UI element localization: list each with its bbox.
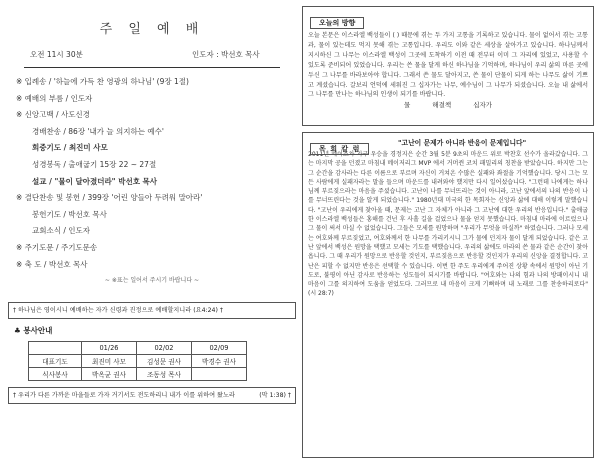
service-leader: 인도자 : 박선호 목사 (192, 50, 260, 59)
bulletin-right-column (302, 6, 594, 460)
service-title: 주 일 예 배 (99, 22, 205, 37)
service-role-cell: 대표기도 (29, 354, 82, 367)
order-item: ※ 예배의 부름 / 인도자 (16, 93, 93, 103)
service-time: 오전 11시 30분 (30, 50, 83, 59)
order-item: 봉헌기도 / 박선호 목사 (32, 209, 107, 219)
table-row (29, 354, 247, 367)
service-guide-title: ♣ 봉사안내 (14, 325, 53, 335)
service-person-cell: 박옥균 권사 (82, 367, 137, 380)
table-row (29, 367, 247, 380)
service-date-cell: 02/09 (192, 341, 247, 354)
service-date-cell: 01/26 (82, 341, 137, 354)
order-item: 경배찬송 / 86장 '내가 늘 의지하는 예수' (32, 126, 164, 136)
service-person-cell: 박경수 권사 (192, 354, 247, 367)
order-item: ※ 주기도문 / 주기도문송 (16, 242, 98, 252)
service-table (28, 341, 247, 381)
bottom-verse-text: † 우리가 다른 가까운 마을들로 가자 거기서도 전도하리니 내가 이를 위하여 왔노라 (13, 391, 235, 399)
prayer-body: 오늘 본문은 이스라엘 백성들이 ( ) 때문에 겪는 두 가지 고통을 기록하고 있습니다. 물이 없어서 겪는 고통과, 물이 있는데도 먹지 못해 겪는 고통입니다. 우리도 이와 같은 세상을 살아가고 있습니다. 하나님께서 지시하신 그 나무는 이스라엘 백성이 그곳에 도착하기 이전 때 전부터 이미 그 자리에 있었고, 사용할 수 있도록 준비되어 있었습니다. 우리는 쓴 물을 달게 하신 하나님을 기억하며, 하나님이 우리 삶의 마른 곳에 두신 그 나무를 바라보아야 합니다. 그래서 쓴 물도 달아지고, 쓴 물이 단물이 되게 하는 나무도 삶이 기쁘고 계셨습니다. 갈보리 언덕에 세워진 그 십자가는 나무, 예수님이 그 나무가 되셨습니다. 오늘 내 삶에서 그 나무를 만나는 하나님의 인생이 되기를 바랍니다. (308, 32, 588, 99)
column-header (308, 136, 588, 153)
column-label: 목 회 칼 럼 (310, 143, 369, 155)
service-person-cell: 조동성 목사 (137, 367, 192, 380)
service-person-cell: 최진미 사모 (82, 354, 137, 367)
order-item: ※ 축 도 / 박선호 목사 (16, 259, 88, 269)
order-item: 성경봉독 / 출애굽기 15장 22 ~ 27절 (32, 159, 157, 169)
standing-note: ~ ※표는 일어서 주시기 바랍니다 ~ (104, 277, 200, 285)
order-item: ※ 입례송 / '하늘에 가득 찬 영광의 하나님' (9장 1절) (16, 77, 189, 86)
order-item: ※ 결단찬송 및 봉헌 / 399장 '어린 양들아 두려워 말아라' (16, 193, 203, 203)
column-subtitle: "고난이 문제가 아니라 반응이 문제입니다" (398, 139, 527, 147)
divider (24, 67, 280, 68)
order-item: 회중기도 / 최진미 사모 (32, 143, 108, 153)
order-item: 설교 / "물이 달아졌더라" 박선호 목사 (32, 176, 158, 186)
column-body: 2011년 메이조차 자구 우승을 경정지은 순간 3월 5분 9초의 마운드 위로 박찬호 선수가 올라갔습니다. 그는 마지막 공을 던졌고 마침내 메이저리그 MVP 에서 거머쥔 코치 패밀리의 칭찬을 받았습니다. 하지만 그는 그 순간을 감사라는 다른 이름으로 부르며 자신이 거쳐온 수많은 실패와 좌절을 기억했습니다. 당시 그는 모든 사람에게 실패자라는 말을 들으며 마운드를 내려와야 했지만 다시 일어섰습니다. "그런데 나에게는 하나님께 부르짖으라는 마음을 주셨습니다. 고난이 나를 무너뜨리는 것이 아니라, 고난 앞에서의 나의 반응이 나를 무너뜨린다는 것을 알게 되었습니다." 1980년대 미국의 한 목회자는 신앙과 삶에 대해 이렇게 말했습니다. "고난이 우리에게 찾아올 때, 문제는 고난 그 자체가 아니라 그 고난에 대한 우리의 반응입니다." 출애굽한 이스라엘 백성들은 홍해를 건넌 후 사흘 길을 걸었으나 물을 얻지 못했습니다. 마침내 마라에 이르렀으나 그 물이 써서 마실 수 없었습니다. 그들은 모세를 원망하며 "우리가 무엇을 마실까" 하였습니다. 그러나 모세는 여호와께 부르짖었고, 여호와께서 한 나무를 가리키시니 그가 물에 던지자 물이 달게 되었습니다. 같은 고난 앞에서 백성은 원망을 택했고 모세는 기도를 택했습니다. 우리의 삶에도 마라의 쓴 물과 같은 순간이 찾아옵니다. 그 때 우리가 원망으로 반응할 것인지, 부르짖음으로 반응할 것인지가 우리의 신앙을 결정합니다. 고난은 피할 수 없지만 반응은 선택할 수 있습니다. 이번 한 주도 우리에게 주어진 상황 속에서 원망이 아닌 기도로, 불평이 아닌 감사로 반응하는 성도들이 되시기를 바랍니다. "여호와는 나의 힘과 나의 방패이시니 내 마음이 그를 의지하여 도움을 얻었도다. 그러므로 내 마음이 크게 기뻐하며 내 노래로 그를 찬송하리로다" (시 28:7) (308, 151, 588, 298)
service-date-cell (29, 341, 82, 354)
prayer-keywords (308, 100, 588, 109)
banner-verse: † 하나님은 영이시니 예배하는 자가 신령과 진정으로 예배할지니라 (요4:24) † (8, 302, 296, 319)
bottom-verse-ref: (막 1:38) † (259, 391, 291, 399)
bulletin-left-column (8, 8, 296, 460)
service-time-row (8, 49, 296, 63)
service-table-header (29, 341, 247, 354)
service-date-cell: 02/02 (137, 341, 192, 354)
keyword-water: 물 (403, 101, 411, 110)
order-item: ※ 신앙고백 / 사도신경 (16, 110, 90, 120)
service-person-cell (192, 367, 247, 380)
service-role-cell: 식사봉사 (29, 367, 82, 380)
prayer-label: 오늘의 방향 (310, 17, 364, 29)
prayer-box (302, 6, 594, 126)
pastor-column-box (302, 132, 594, 458)
keyword-cross: 십자가 (473, 101, 493, 110)
keyword-solution: 해결책 (432, 101, 452, 110)
order-of-worship (8, 74, 296, 290)
bottom-verse (8, 387, 296, 404)
service-person-cell: 김성문 권사 (137, 354, 192, 367)
order-item: 교회소식 / 인도자 (32, 226, 91, 236)
